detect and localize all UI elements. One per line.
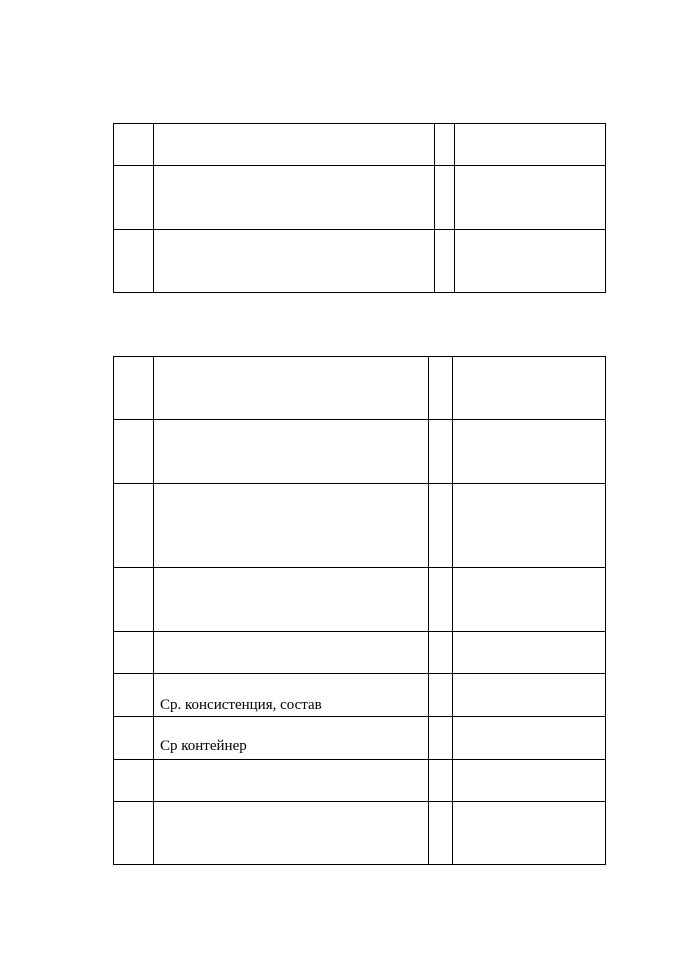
table-cell (453, 420, 606, 484)
table-cell (114, 124, 154, 166)
table-cell (154, 166, 435, 230)
table-cell (453, 568, 606, 632)
table-cell (114, 357, 154, 420)
table-cell (453, 632, 606, 674)
table-cell (429, 357, 453, 420)
table-cell (453, 674, 606, 717)
table-cell (114, 632, 154, 674)
table-cell (114, 420, 154, 484)
table-bottom (113, 356, 606, 865)
table-cell (154, 357, 429, 420)
table-cell (429, 484, 453, 568)
table-cell (154, 420, 429, 484)
table-cell (429, 632, 453, 674)
table-cell (114, 717, 154, 760)
table-top (113, 123, 606, 293)
table-cell (453, 484, 606, 568)
table-cell (429, 717, 453, 760)
table-cell (455, 166, 606, 230)
table-cell (154, 632, 429, 674)
table-cell (114, 484, 154, 568)
table-cell (429, 802, 453, 865)
table-row (114, 802, 606, 865)
table-row (114, 632, 606, 674)
table-row (114, 166, 606, 230)
table-cell (114, 166, 154, 230)
table-cell-container (154, 717, 429, 760)
table-row (114, 357, 606, 420)
table-cell (154, 230, 435, 293)
table-cell (455, 124, 606, 166)
consistency-label: Ср. консистенция, состав (160, 697, 322, 713)
table-cell (455, 230, 606, 293)
table-cell (154, 802, 429, 865)
table-cell (154, 124, 435, 166)
table-cell (154, 760, 429, 802)
table-cell (453, 760, 606, 802)
table-row (114, 230, 606, 293)
table-cell (429, 760, 453, 802)
table-cell (453, 357, 606, 420)
table-cell-consistency (154, 674, 429, 717)
table-cell (154, 568, 429, 632)
table-cell (453, 717, 606, 760)
table-row (114, 124, 606, 166)
table-row (114, 760, 606, 802)
table-row (114, 674, 606, 717)
table-cell (114, 674, 154, 717)
table-cell (429, 420, 453, 484)
table-row (114, 568, 606, 632)
table-cell (453, 802, 606, 865)
table-row (114, 484, 606, 568)
table-cell (114, 760, 154, 802)
table-cell (154, 484, 429, 568)
table-cell (114, 568, 154, 632)
container-label: Ср контейнер (160, 738, 247, 754)
table-cell (435, 124, 455, 166)
table-row (114, 420, 606, 484)
table-cell (114, 230, 154, 293)
table-cell (114, 802, 154, 865)
table-cell (435, 230, 455, 293)
table-cell (429, 568, 453, 632)
table-row (114, 717, 606, 760)
table-cell (435, 166, 455, 230)
table-cell (429, 674, 453, 717)
